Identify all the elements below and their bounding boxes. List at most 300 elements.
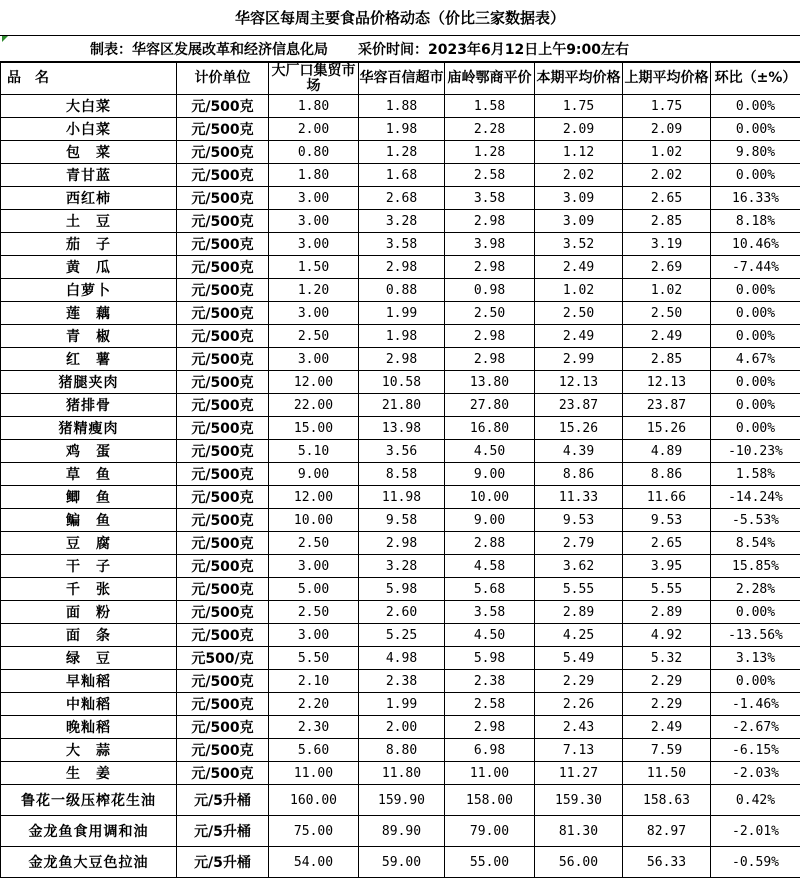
market1-price: 5.10	[269, 440, 359, 463]
price-table	[0, 62, 800, 878]
change-pct: 0.00%	[711, 325, 800, 348]
current-avg: 11.27	[535, 762, 623, 785]
market2-price: 2.98	[359, 256, 445, 279]
previous-avg: 56.33	[623, 847, 711, 878]
item-name: 鲁花一级压榨花生油	[1, 785, 177, 816]
market3-price: 2.38	[445, 670, 535, 693]
current-avg: 3.09	[535, 210, 623, 233]
change-pct: -13.56%	[711, 624, 800, 647]
unit-cell: 元/5升桶	[177, 785, 269, 816]
unit-cell: 元/500克	[177, 325, 269, 348]
market3-price: 2.98	[445, 716, 535, 739]
table-row	[1, 302, 800, 325]
market1-price: 3.00	[269, 624, 359, 647]
change-pct: -2.67%	[711, 716, 800, 739]
market1-price: 0.80	[269, 141, 359, 164]
market2-price: 11.98	[359, 486, 445, 509]
item-name: 晚籼稻	[1, 716, 177, 739]
market3-price: 2.98	[445, 210, 535, 233]
unit-cell: 元/5升桶	[177, 847, 269, 878]
market2-price: 89.90	[359, 816, 445, 847]
change-pct: 8.54%	[711, 532, 800, 555]
item-name: 土 豆	[1, 210, 177, 233]
item-name: 早籼稻	[1, 670, 177, 693]
previous-avg: 1.75	[623, 95, 711, 118]
market2-price: 0.88	[359, 279, 445, 302]
item-name: 茄 子	[1, 233, 177, 256]
market2-price: 3.28	[359, 210, 445, 233]
market1-price: 11.00	[269, 762, 359, 785]
market3-price: 2.98	[445, 256, 535, 279]
market2-price: 1.99	[359, 693, 445, 716]
header-market2: 华容百信超市	[359, 63, 445, 95]
current-avg: 5.55	[535, 578, 623, 601]
previous-avg: 82.97	[623, 816, 711, 847]
change-pct: 2.28%	[711, 578, 800, 601]
change-pct: 0.00%	[711, 279, 800, 302]
collection-time: 采价时间：2023年6月12日上午9:00左右	[358, 41, 630, 58]
previous-avg: 4.92	[623, 624, 711, 647]
market3-price: 1.58	[445, 95, 535, 118]
item-name: 小白菜	[1, 118, 177, 141]
previous-avg: 2.02	[623, 164, 711, 187]
unit-cell: 元/500克	[177, 256, 269, 279]
market3-price: 5.68	[445, 578, 535, 601]
change-pct: 3.13%	[711, 647, 800, 670]
unit-cell: 元/500克	[177, 233, 269, 256]
table-row	[1, 325, 800, 348]
previous-avg: 5.32	[623, 647, 711, 670]
current-avg: 15.26	[535, 417, 623, 440]
table-row	[1, 785, 800, 816]
market3-price: 1.28	[445, 141, 535, 164]
item-name: 青甘蓝	[1, 164, 177, 187]
market3-price: 0.98	[445, 279, 535, 302]
table-body	[1, 95, 800, 878]
current-avg: 81.30	[535, 816, 623, 847]
change-pct: 0.00%	[711, 118, 800, 141]
market1-price: 1.50	[269, 256, 359, 279]
unit-cell: 元/500克	[177, 624, 269, 647]
current-avg: 3.09	[535, 187, 623, 210]
unit-cell: 元/500克	[177, 716, 269, 739]
current-avg: 159.30	[535, 785, 623, 816]
previous-avg: 2.29	[623, 670, 711, 693]
previous-avg: 3.19	[623, 233, 711, 256]
change-pct: 0.00%	[711, 601, 800, 624]
market3-price: 9.00	[445, 463, 535, 486]
header-unit: 计价单位	[177, 63, 269, 95]
change-pct: -1.46%	[711, 693, 800, 716]
market1-price: 2.00	[269, 118, 359, 141]
market1-price: 160.00	[269, 785, 359, 816]
change-pct: 0.42%	[711, 785, 800, 816]
previous-avg: 2.50	[623, 302, 711, 325]
change-pct: 15.85%	[711, 555, 800, 578]
market1-price: 3.00	[269, 348, 359, 371]
header-market3: 庙岭鄂商平价	[445, 63, 535, 95]
previous-avg: 23.87	[623, 394, 711, 417]
header-market1: 大厂口集贸市场	[269, 63, 359, 95]
change-pct: 0.00%	[711, 95, 800, 118]
current-avg: 1.75	[535, 95, 623, 118]
previous-avg: 4.89	[623, 440, 711, 463]
market3-price: 79.00	[445, 816, 535, 847]
table-row	[1, 555, 800, 578]
change-pct: 0.00%	[711, 302, 800, 325]
table-row	[1, 578, 800, 601]
item-name: 猪腿夹肉	[1, 371, 177, 394]
previous-avg: 2.29	[623, 693, 711, 716]
item-name: 黄 瓜	[1, 256, 177, 279]
current-avg: 23.87	[535, 394, 623, 417]
previous-avg: 2.09	[623, 118, 711, 141]
item-name: 草 鱼	[1, 463, 177, 486]
current-avg: 2.89	[535, 601, 623, 624]
header-avg-current: 本期平均价格	[535, 63, 623, 95]
market1-price: 2.10	[269, 670, 359, 693]
market2-price: 2.68	[359, 187, 445, 210]
item-name: 红 薯	[1, 348, 177, 371]
unit-cell: 元/500克	[177, 739, 269, 762]
previous-avg: 2.69	[623, 256, 711, 279]
item-name: 鸡 蛋	[1, 440, 177, 463]
change-pct: -7.44%	[711, 256, 800, 279]
market3-price: 2.98	[445, 348, 535, 371]
previous-avg: 8.86	[623, 463, 711, 486]
market3-price: 5.98	[445, 647, 535, 670]
market1-price: 2.50	[269, 601, 359, 624]
item-name: 千 张	[1, 578, 177, 601]
table-row	[1, 463, 800, 486]
market2-price: 5.25	[359, 624, 445, 647]
current-avg: 5.49	[535, 647, 623, 670]
previous-avg: 12.13	[623, 371, 711, 394]
unit-cell: 元/500克	[177, 95, 269, 118]
unit-cell: 元/500克	[177, 187, 269, 210]
change-pct: 0.00%	[711, 371, 800, 394]
table-row	[1, 371, 800, 394]
unit-cell: 元/500克	[177, 440, 269, 463]
change-pct: -2.03%	[711, 762, 800, 785]
table-row	[1, 816, 800, 847]
item-name: 生 姜	[1, 762, 177, 785]
table-row	[1, 670, 800, 693]
item-name: 干 子	[1, 555, 177, 578]
market3-price: 2.58	[445, 693, 535, 716]
current-avg: 2.49	[535, 256, 623, 279]
previous-avg: 9.53	[623, 509, 711, 532]
market1-price: 9.00	[269, 463, 359, 486]
change-pct: -5.53%	[711, 509, 800, 532]
unit-cell: 元/500克	[177, 486, 269, 509]
market2-price: 1.98	[359, 118, 445, 141]
previous-avg: 2.49	[623, 325, 711, 348]
market1-price: 1.80	[269, 95, 359, 118]
market2-price: 3.58	[359, 233, 445, 256]
market3-price: 55.00	[445, 847, 535, 878]
market3-price: 6.98	[445, 739, 535, 762]
market3-price: 3.58	[445, 187, 535, 210]
unit-cell: 元/500克	[177, 693, 269, 716]
market2-price: 1.88	[359, 95, 445, 118]
current-avg: 2.09	[535, 118, 623, 141]
item-name: 面 条	[1, 624, 177, 647]
market1-price: 75.00	[269, 816, 359, 847]
unit-cell: 元/500克	[177, 371, 269, 394]
item-name: 大 蒜	[1, 739, 177, 762]
current-avg: 2.50	[535, 302, 623, 325]
market2-price: 2.98	[359, 348, 445, 371]
market3-price: 2.50	[445, 302, 535, 325]
previous-avg: 2.85	[623, 348, 711, 371]
market2-price: 11.80	[359, 762, 445, 785]
table-row	[1, 348, 800, 371]
item-name: 绿 豆	[1, 647, 177, 670]
previous-avg: 11.50	[623, 762, 711, 785]
market3-price: 4.50	[445, 440, 535, 463]
table-row	[1, 739, 800, 762]
market3-price: 27.80	[445, 394, 535, 417]
change-pct: -6.15%	[711, 739, 800, 762]
table-row	[1, 118, 800, 141]
table-row	[1, 279, 800, 302]
unit-cell: 元500/克	[177, 647, 269, 670]
market1-price: 2.50	[269, 325, 359, 348]
market3-price: 2.58	[445, 164, 535, 187]
table-row	[1, 486, 800, 509]
unit-cell: 元/500克	[177, 348, 269, 371]
table-row	[1, 647, 800, 670]
unit-cell: 元/500克	[177, 601, 269, 624]
current-avg: 11.33	[535, 486, 623, 509]
current-avg: 4.39	[535, 440, 623, 463]
current-avg: 56.00	[535, 847, 623, 878]
table-row	[1, 762, 800, 785]
unit-cell: 元/500克	[177, 578, 269, 601]
previous-avg: 2.85	[623, 210, 711, 233]
change-pct: 1.58%	[711, 463, 800, 486]
market1-price: 1.20	[269, 279, 359, 302]
current-avg: 2.99	[535, 348, 623, 371]
unit-cell: 元/500克	[177, 670, 269, 693]
market3-price: 4.58	[445, 555, 535, 578]
change-pct: 0.00%	[711, 164, 800, 187]
market3-price: 16.80	[445, 417, 535, 440]
table-row	[1, 440, 800, 463]
market2-price: 9.58	[359, 509, 445, 532]
market1-price: 54.00	[269, 847, 359, 878]
current-avg: 2.43	[535, 716, 623, 739]
market2-price: 1.28	[359, 141, 445, 164]
table-row	[1, 693, 800, 716]
item-name: 鳊 鱼	[1, 509, 177, 532]
table-row	[1, 417, 800, 440]
market3-price: 9.00	[445, 509, 535, 532]
market1-price: 3.00	[269, 555, 359, 578]
market2-price: 59.00	[359, 847, 445, 878]
table-row	[1, 716, 800, 739]
market1-price: 10.00	[269, 509, 359, 532]
header-name: 品 名	[1, 63, 177, 95]
header-change: 环比（±%）	[711, 63, 800, 95]
previous-avg: 2.89	[623, 601, 711, 624]
unit-cell: 元/500克	[177, 394, 269, 417]
previous-avg: 158.63	[623, 785, 711, 816]
unit-cell: 元/500克	[177, 302, 269, 325]
market3-price: 13.80	[445, 371, 535, 394]
item-name: 金龙鱼大豆色拉油	[1, 847, 177, 878]
market1-price: 5.50	[269, 647, 359, 670]
previous-avg: 2.49	[623, 716, 711, 739]
change-pct: 0.00%	[711, 417, 800, 440]
table-row	[1, 233, 800, 256]
market1-price: 2.30	[269, 716, 359, 739]
market1-price: 3.00	[269, 233, 359, 256]
table-row	[1, 847, 800, 878]
change-pct: 16.33%	[711, 187, 800, 210]
subtitle-row	[0, 36, 800, 62]
unit-cell: 元/500克	[177, 210, 269, 233]
market2-price: 1.99	[359, 302, 445, 325]
current-avg: 2.26	[535, 693, 623, 716]
current-avg: 1.12	[535, 141, 623, 164]
current-avg: 2.02	[535, 164, 623, 187]
market2-price: 3.56	[359, 440, 445, 463]
table-row	[1, 532, 800, 555]
item-name: 金龙鱼食用调和油	[1, 816, 177, 847]
unit-cell: 元/500克	[177, 463, 269, 486]
market2-price: 2.98	[359, 532, 445, 555]
previous-avg: 1.02	[623, 279, 711, 302]
previous-avg: 15.26	[623, 417, 711, 440]
change-pct: 10.46%	[711, 233, 800, 256]
market1-price: 3.00	[269, 210, 359, 233]
market2-price: 1.98	[359, 325, 445, 348]
unit-cell: 元/500克	[177, 509, 269, 532]
change-pct: -0.59%	[711, 847, 800, 878]
header-avg-previous: 上期平均价格	[623, 63, 711, 95]
item-name: 面 粉	[1, 601, 177, 624]
previous-avg: 3.95	[623, 555, 711, 578]
table-row	[1, 141, 800, 164]
table-row	[1, 601, 800, 624]
current-avg: 3.62	[535, 555, 623, 578]
market3-price: 3.58	[445, 601, 535, 624]
market3-price: 2.28	[445, 118, 535, 141]
market2-price: 1.68	[359, 164, 445, 187]
change-pct: 8.18%	[711, 210, 800, 233]
change-pct: -2.01%	[711, 816, 800, 847]
header-row	[1, 63, 800, 95]
unit-cell: 元/5升桶	[177, 816, 269, 847]
current-avg: 2.79	[535, 532, 623, 555]
market2-price: 21.80	[359, 394, 445, 417]
item-name: 豆 腐	[1, 532, 177, 555]
market2-price: 2.00	[359, 716, 445, 739]
unit-cell: 元/500克	[177, 417, 269, 440]
market1-price: 5.60	[269, 739, 359, 762]
change-pct: 0.00%	[711, 394, 800, 417]
previous-avg: 7.59	[623, 739, 711, 762]
market2-price: 2.60	[359, 601, 445, 624]
market1-price: 5.00	[269, 578, 359, 601]
market2-price: 8.58	[359, 463, 445, 486]
item-name: 中籼稻	[1, 693, 177, 716]
item-name: 鲫 鱼	[1, 486, 177, 509]
table-row	[1, 95, 800, 118]
item-name: 猪精瘦肉	[1, 417, 177, 440]
table-row	[1, 509, 800, 532]
table-row	[1, 624, 800, 647]
market1-price: 3.00	[269, 302, 359, 325]
market3-price: 3.98	[445, 233, 535, 256]
unit-cell: 元/500克	[177, 555, 269, 578]
market2-price: 5.98	[359, 578, 445, 601]
current-avg: 12.13	[535, 371, 623, 394]
previous-avg: 2.65	[623, 532, 711, 555]
market3-price: 11.00	[445, 762, 535, 785]
market1-price: 22.00	[269, 394, 359, 417]
current-avg: 1.02	[535, 279, 623, 302]
previous-avg: 11.66	[623, 486, 711, 509]
previous-avg: 1.02	[623, 141, 711, 164]
unit-cell: 元/500克	[177, 164, 269, 187]
current-avg: 2.29	[535, 670, 623, 693]
item-name: 大白菜	[1, 95, 177, 118]
current-avg: 7.13	[535, 739, 623, 762]
table-row	[1, 210, 800, 233]
change-pct: 9.80%	[711, 141, 800, 164]
current-avg: 3.52	[535, 233, 623, 256]
market3-price: 2.98	[445, 325, 535, 348]
market1-price: 12.00	[269, 371, 359, 394]
market1-price: 2.20	[269, 693, 359, 716]
market3-price: 4.50	[445, 624, 535, 647]
table-row	[1, 164, 800, 187]
item-name: 猪排骨	[1, 394, 177, 417]
previous-avg: 5.55	[623, 578, 711, 601]
market2-price: 13.98	[359, 417, 445, 440]
market1-price: 3.00	[269, 187, 359, 210]
market1-price: 15.00	[269, 417, 359, 440]
market3-price: 10.00	[445, 486, 535, 509]
market2-price: 10.58	[359, 371, 445, 394]
market1-price: 1.80	[269, 164, 359, 187]
unit-cell: 元/500克	[177, 279, 269, 302]
previous-avg: 2.65	[623, 187, 711, 210]
unit-cell: 元/500克	[177, 532, 269, 555]
item-name: 西红柿	[1, 187, 177, 210]
sheet-title: 华容区每周主要食品价格动态（价比三家数据表）	[0, 0, 800, 36]
unit-cell: 元/500克	[177, 118, 269, 141]
table-row	[1, 394, 800, 417]
market1-price: 2.50	[269, 532, 359, 555]
table-maker: 制表：华容区发展改革和经济信息化局	[90, 41, 328, 58]
unit-cell: 元/500克	[177, 141, 269, 164]
table-row	[1, 187, 800, 210]
market2-price: 159.90	[359, 785, 445, 816]
market2-price: 3.28	[359, 555, 445, 578]
item-name: 包 菜	[1, 141, 177, 164]
market3-price: 158.00	[445, 785, 535, 816]
current-avg: 8.86	[535, 463, 623, 486]
current-avg: 4.25	[535, 624, 623, 647]
current-avg: 9.53	[535, 509, 623, 532]
item-name: 白萝卜	[1, 279, 177, 302]
table-row	[1, 256, 800, 279]
market2-price: 4.98	[359, 647, 445, 670]
